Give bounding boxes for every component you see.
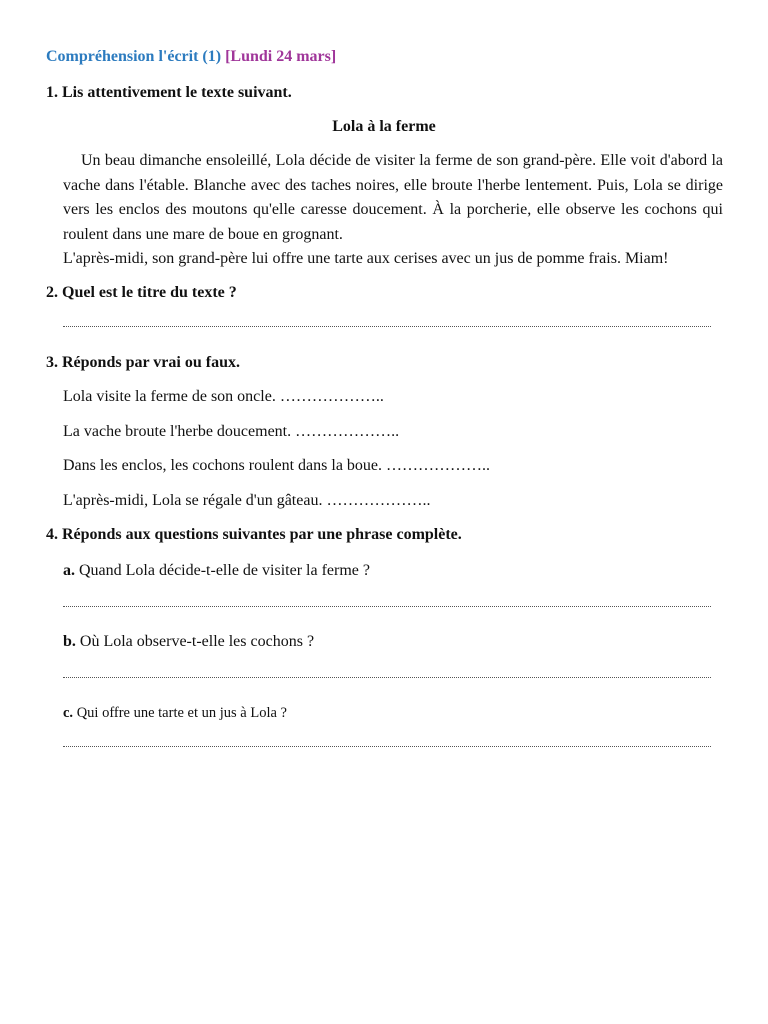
answer-line-q2[interactable]	[63, 326, 711, 327]
header-title: Compréhension l'écrit (1)	[46, 48, 222, 65]
story-paragraph-1: Un beau dimanche ensoleillé, Lola décide de visiter la ferme de son grand-père. Elle voit d'abord la vache dans l'étable. Blanche avec des taches noires, elle broute l'herbe lentement. Puis, Lola se dirige vers les enclos des moutons qu'elle caresse doucement. À la porcherie, elle observe les cochons qui roulent dans une mare de boue en grognant.	[63, 152, 723, 243]
question-4-heading: 4. Réponds aux questions suivantes par une phrase complète.	[46, 526, 462, 543]
true-false-statement-3[interactable]: Dans les enclos, les cochons roulent dans la boue. ………………..	[63, 457, 491, 474]
true-false-statement-4[interactable]: L'après-midi, Lola se régale d'un gâteau. ………………..	[63, 492, 431, 509]
subquestion-b-letter: b.	[63, 633, 76, 650]
question-3-heading: 3. Réponds par vrai ou faux.	[46, 354, 240, 371]
subquestion-b-text: Où Lola observe-t-elle les cochons ?	[75, 633, 315, 650]
worksheet-header	[46, 48, 336, 66]
subquestion-c-letter: c.	[63, 705, 74, 721]
true-false-statement-1[interactable]: Lola visite la ferme de son oncle. ………………..	[63, 388, 384, 405]
subquestion-a-text: Quand Lola décide-t-elle de visiter la ferme ?	[75, 562, 370, 579]
question-2-heading: 2. Quel est le titre du texte ?	[46, 284, 237, 301]
header-date: [Lundi 24 mars]	[225, 48, 337, 65]
story-title: Lola à la ferme	[332, 118, 436, 135]
subquestion-a-letter: a.	[63, 562, 75, 579]
answer-line-q4b[interactable]	[63, 677, 711, 678]
answer-line-q4c[interactable]	[63, 746, 711, 747]
story-paragraph-2: L'après-midi, son grand-père lui offre une tarte aux cerises avec un jus de pomme frais. Miam!	[63, 250, 669, 267]
story-text	[63, 149, 723, 272]
question-1-heading: 1. Lis attentivement le texte suivant.	[46, 84, 292, 101]
true-false-statement-2[interactable]: La vache broute l'herbe doucement. ………………..	[63, 423, 400, 440]
subquestion-a	[63, 562, 370, 580]
subquestion-b	[63, 633, 314, 651]
subquestion-c-text: Qui offre une tarte et un jus à Lola ?	[73, 705, 287, 721]
subquestion-c	[63, 705, 287, 722]
answer-line-q4a[interactable]	[63, 606, 711, 607]
